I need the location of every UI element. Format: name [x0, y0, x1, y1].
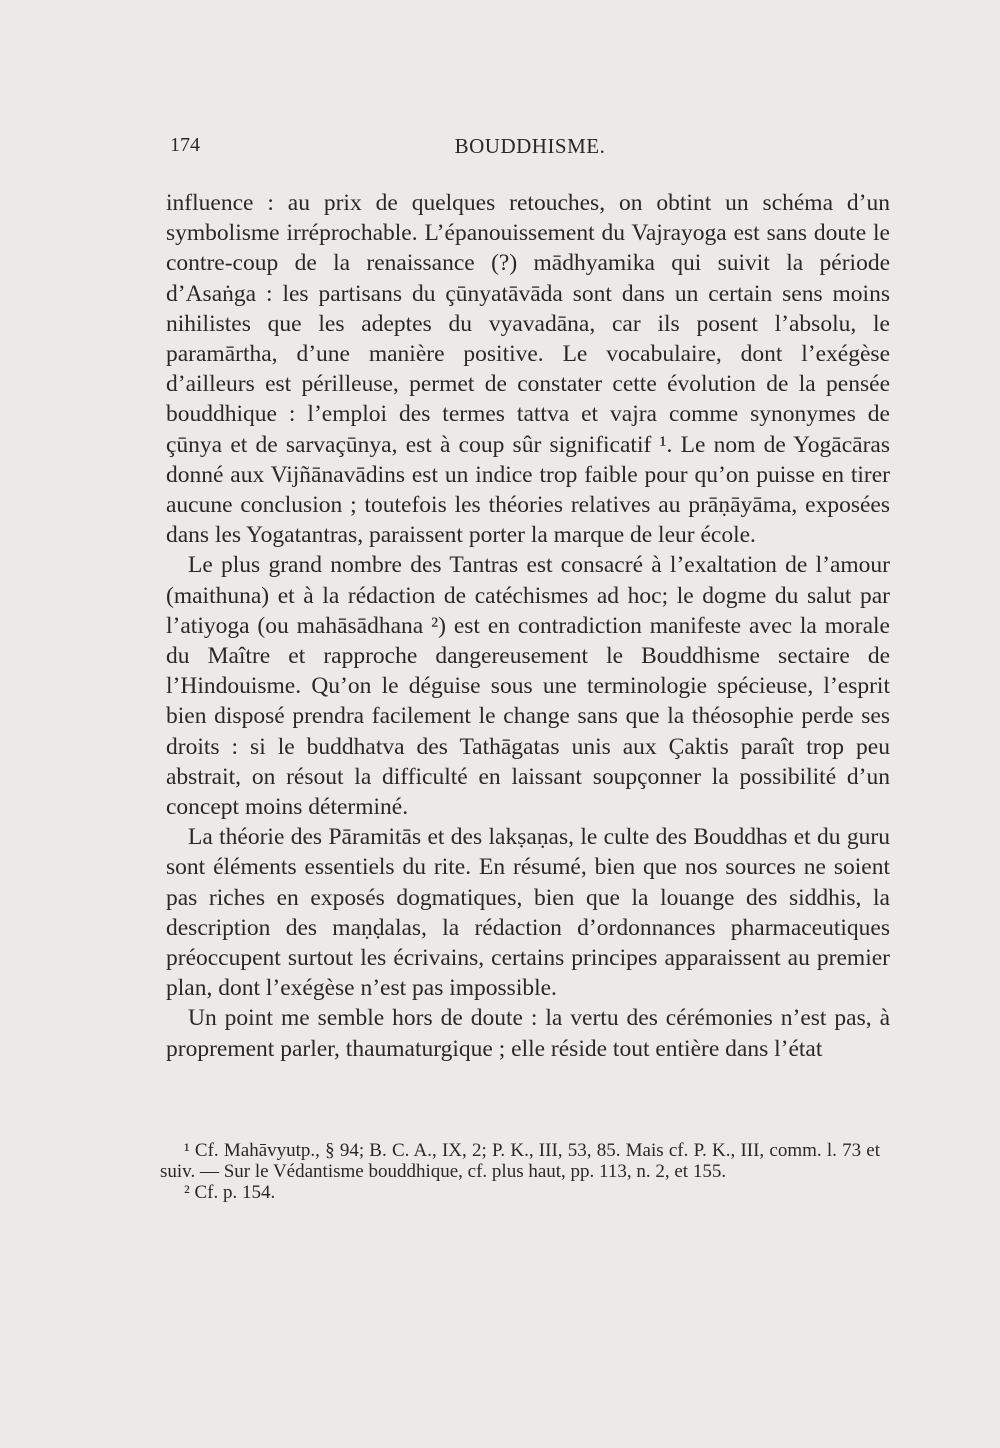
running-title: BOUDDHISME.: [454, 134, 606, 158]
footnote-2: ² Cf. p. 154.: [184, 1182, 276, 1203]
footnotes: [160, 1140, 880, 1203]
body-text: [166, 188, 890, 1064]
page-header: [170, 128, 890, 164]
paragraph-4: Un point me semble hors de doute : la vertu des cérémonies n’est pas, à proprement parler, thaumaturgique ; elle réside tout entière dans l’état: [166, 1005, 890, 1062]
paragraph-2: Le plus grand nombre des Tantras est consacré à l’exaltation de l’amour (maithuna) et à la rédaction de catéchismes ad hoc; le dogme du salut par l’atiyoga (ou mahāsādhana ²) est en contradiction manifeste avec la morale du Maître et rapproche dangereusement le Bouddhisme sectaire de l’Hindouisme. Qu’on le déguise sous une terminologie spécieuse, l’esprit bien disposé prendra facilement le change sans que la théosophie perde ses droits : si le buddhatva des Tathāgatas unis aux Çaktis paraît trop peu abstrait, on résout la difficulté en laissant soupçonner la possibilité d’un concept moins déterminé.: [166, 552, 890, 821]
paragraph-3: La théorie des Pāramitās et des lakṣaṇas, le culte des Bouddhas et du guru sont éléments essentiels du rite. En résumé, bien que nos sources ne soient pas riches en exposés dogmatiques, bien que la louange des siddhis, la description des maṇḍalas, la rédaction d’ordonnances pharmaceutiques préoccupent surtout les écrivains, certains principes apparaissent au premier plan, dont l’exégèse n’est pas impossible.: [166, 824, 890, 1002]
footnote-1: ¹ Cf. Mahāvyutp., § 94; B. C. A., IX, 2; P. K., III, 53, 85. Mais cf. P. K., III, comm. l. 73 et suiv. — Sur le Védantisme bouddhique, cf. plus haut, pp. 113, n. 2, et 155.: [160, 1140, 880, 1182]
page-number: 174: [170, 134, 200, 156]
paragraph-1: influence : au prix de quelques retouches, on obtint un schéma d’un symbolisme irréprochable. L’épanouissement du Vajrayoga est sans doute le contre-coup de la renaissance (?) mādhyamika qui suivit la période d’Asaṅga : les partisans du çūnyatāvāda sont dans un certain sens moins nihilistes que les adeptes du vyavadāna, car ils posent l’absolu, le paramārtha, d’une manière positive. Le vocabulaire, dont l’exégèse d’ailleurs est périlleuse, permet de constater cette évolution de la pensée bouddhique : l’emploi des termes tattva et vajra comme synonymes de çūnya et de sarvaçūnya, est à coup sûr significatif ¹. Le nom de Yogācāras donné aux Vijñānavādins est un indice trop faible pour qu’on puisse en tirer aucune conclusion ; toutefois les théories relatives au prāṇāyāma, exposées dans les Yogatantras, paraissent porter la marque de leur école.: [166, 190, 890, 549]
